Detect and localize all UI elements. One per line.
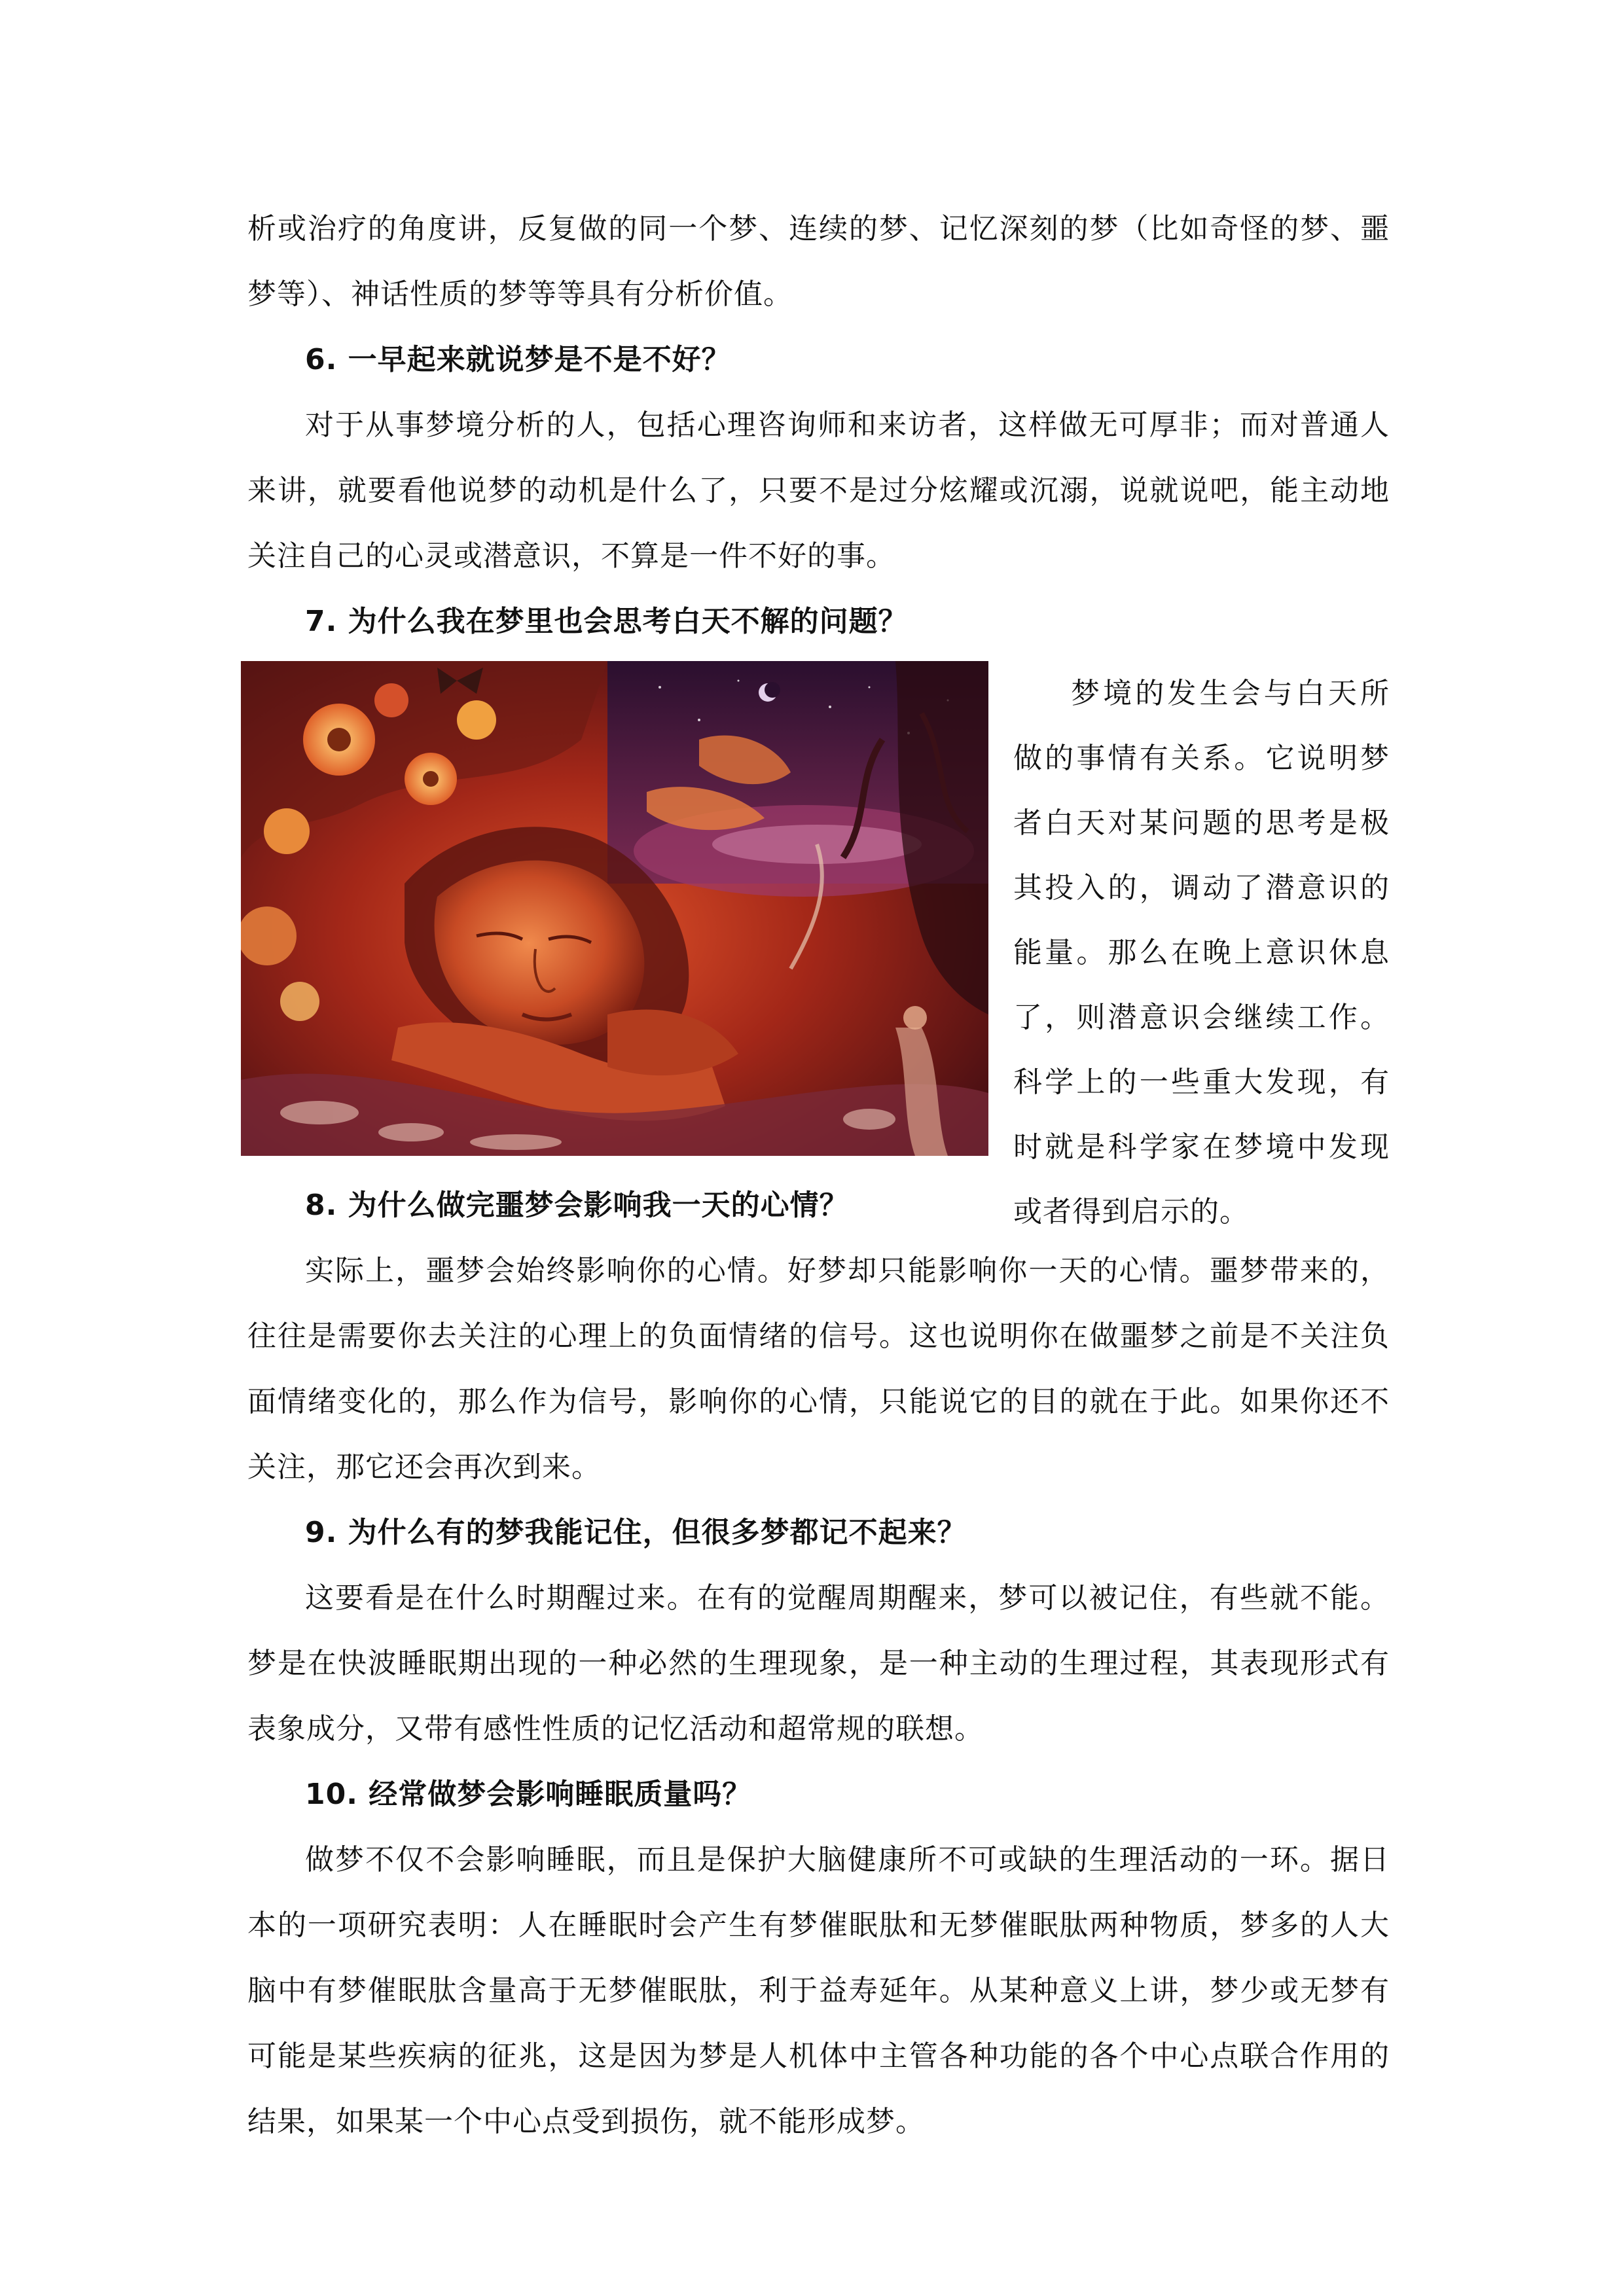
question-7-answer: 梦境的发生会与白天所做的事情有关系。它说明梦者白天对某问题的思考是极其投入的，调动了潜意识的能量。那么在晚上意识休息了，则潜意识会继续工作。科学上的一些重大发现，有时就是科学家在梦境中发现或者得到启示的。: [1013, 677, 1390, 1229]
question-9-answer: 这要看是在什么时期醒过来。在有的觉醒周期醒来，梦可以被记住，有些就不能。梦是在快波睡眠期出现的一种必然的生理现象，是一种主动的生理过程，其表现形式有表象成分，又带有感性性质的记忆活动和超常规的联想。: [247, 1581, 1390, 1746]
question-6-answer: 对于从事梦境分析的人，包括心理咨询师和来访者，这样做无可厚非；而对普通人来讲，就要看他说梦的动机是什么了，只要不是过分炫耀或沉溺，说就说吧，能主动地关注自己的心灵或潜意识，不算是一件不好的事。: [247, 408, 1390, 573]
question-7-heading: 7. 为什么我在梦里也会思考白天不解的问题？: [305, 605, 908, 638]
document-page: [247, 196, 1390, 2155]
question-8-heading: 8. 为什么做完噩梦会影响我一天的心情？: [305, 1189, 849, 1222]
question-6-heading: 6. 一早起来就说梦是不是不好？: [305, 343, 731, 376]
question-10-heading: 10. 经常做梦会影响睡眠质量吗？: [305, 1778, 752, 1811]
continuation-paragraph: 析或治疗的角度讲，反复做的同一个梦、连续的梦、记忆深刻的梦（比如奇怪的梦、噩梦等）、神话性质的梦等等具有分析价值。: [247, 212, 1390, 311]
question-10-answer: 做梦不仅不会影响睡眠，而且是保护大脑健康所不可或缺的生理活动的一环。据日本的一项研究表明：人在睡眠时会产生有梦催眠肽和无梦催眠肽两种物质，梦多的人大脑中有梦催眠肽含量高于无梦催眠肽，利于益寿延年。从某种意义上讲，梦少或无梦有可能是某些疾病的征兆，这是因为梦是人机体中主管各种功能的各个中心点联合作用的结果，如果某一个中心点受到损伤，就不能形成梦。: [247, 1843, 1390, 2138]
question-9-heading: 9. 为什么有的梦我能记住，但很多梦都记不起来？: [305, 1516, 967, 1549]
dream-painting-image: [241, 661, 988, 1156]
question-8-answer: 实际上，噩梦会始终影响你的心情。好梦却只能影响你一天的心情。噩梦带来的，往往是需要你去关注的心理上的负面情绪的信号。这也说明你在做噩梦之前是不关注负面情绪变化的，那么作为信号，影响你的心情，只能说它的目的就在于此。如果你还不关注，那它还会再次到来。: [247, 1254, 1390, 1484]
